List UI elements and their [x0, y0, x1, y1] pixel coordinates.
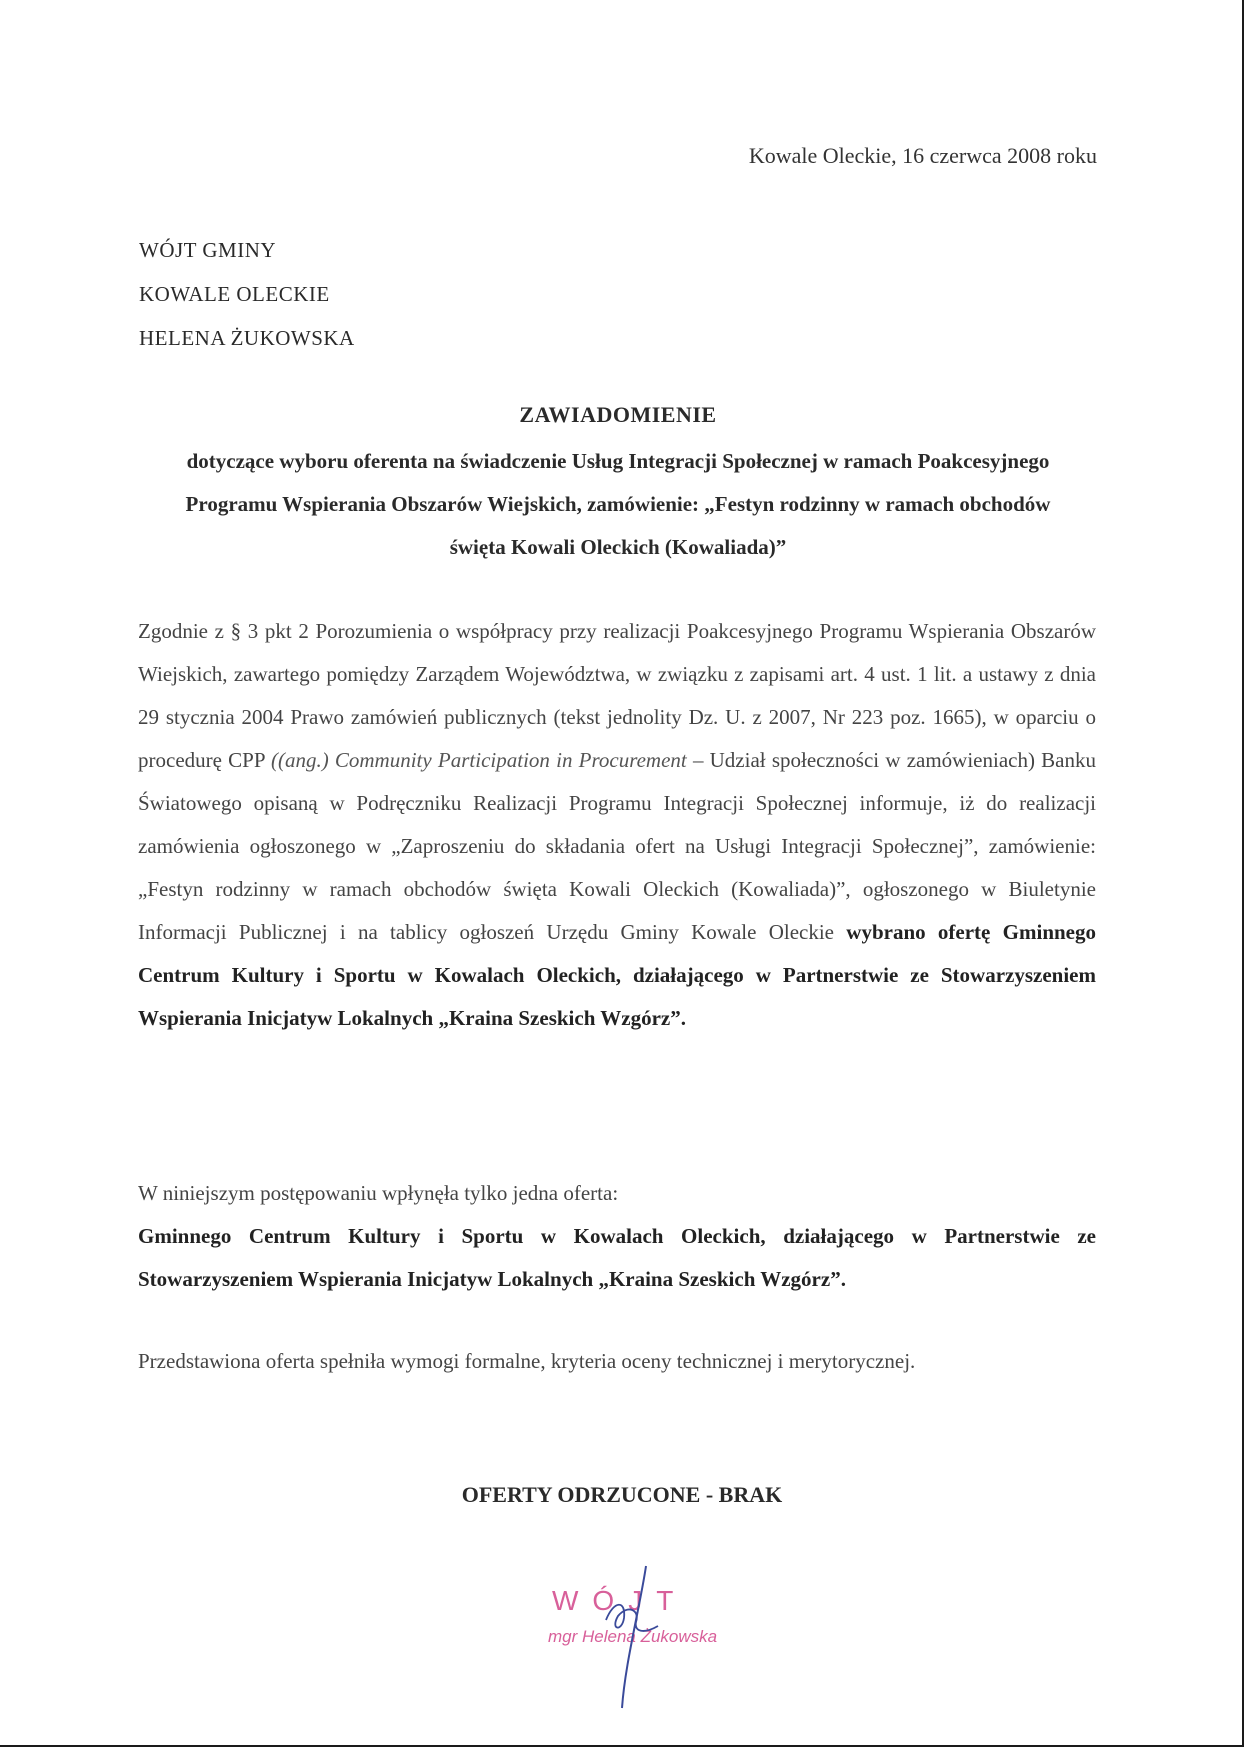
sender-line-2: KOWALE OLECKIE: [139, 282, 330, 306]
sender-line-1: WÓJT GMINY: [139, 238, 277, 262]
sender-block: [139, 228, 355, 360]
stamp-graphic: [540, 1560, 760, 1720]
date-line: Kowale Oleckie, 16 czerwca 2008 roku: [748, 143, 1097, 168]
document-title: ZAWIADOMIENIE: [519, 402, 717, 427]
main-paragraph-text-1: Zgodnie z § 3 pkt 2 Porozumienia o współpracy przy realizacji Poakcesyjnego Programu Wspierania Obszarów Wiejskich, zawartego pomiędzy Zarządem Województwa, w związku z zapisami art. 4 ust. 1 lit. a ustawy z dnia 29 stycznia 2004 Prawo zamówień publicznych (tekst jednolity Dz. U. z 2007, Nr 223 poz. 1665), w oparciu o procedurę CPP: [138, 619, 1096, 772]
document-subtitle: dotyczące wyboru oferenta na świadczenie Usług Integracji Społecznej w ramach Poakcesyjnego Programu Wspierania Obszarów Wiejskich, zamówienie: „Festyn rodzinny w ramach obchodów święta Kowali Oleckich (Kowaliada)”: [185, 449, 1051, 559]
main-paragraph-bold: wybrano ofertę Gminnego Centrum Kultury i Sportu w Kowalach Oleckich, działającego w Partnerstwie ze Stowarzyszeniem Wspierania Inicjatyw Lokalnych „Kraina Szeskich Wzgórz”.: [138, 920, 1096, 1030]
sender-line-3: HELENA ŻUKOWSKA: [139, 326, 355, 350]
offer-paragraph: [138, 1172, 1096, 1301]
offer-intro: W niniejszym postępowaniu wpłynęła tylko jedna oferta:: [138, 1181, 619, 1205]
signature-stamp: [540, 1560, 760, 1720]
offer-bidder: Gminnego Centrum Kultury i Sportu w Kowalach Oleckich, działającego w Partnerstwie ze Stowarzyszeniem Wspierania Inicjatyw Lokalnych „Kraina Szeskich Wzgórz”.: [138, 1224, 1096, 1291]
evaluation-paragraph: Przedstawiona oferta spełniła wymogi formalne, kryteria oceny technicznej i merytorycznej.: [138, 1349, 916, 1373]
main-paragraph-italic: ((ang.) Community Participation in Procurement: [270, 748, 687, 772]
main-paragraph-text-2: – Udział społeczności w zamówieniach) Banku Światowego opisaną w Podręczniku Realizacji Programu Integracji Społecznej informuje, iż do realizacji zamówienia ogłoszonego w „Zaproszeniu do składania ofert na Usługi Integracji Społecznej”, zamówienie: „Festyn rodzinny w ramach obchodów święta Kowali Oleckich (Kowaliada)”, ogłoszonego w Biuletynie Informacji Publicznej i na tablicy ogłoszeń Urzędu Gminy Kowale Oleckie: [138, 748, 1096, 944]
stamp-name: mgr Helena Żukowska: [548, 1627, 718, 1646]
stamp-title: WÓJT: [552, 1585, 688, 1616]
rejected-offers-heading: OFERTY ODRZUCONE - BRAK: [461, 1482, 783, 1507]
main-paragraph: [138, 610, 1096, 1040]
